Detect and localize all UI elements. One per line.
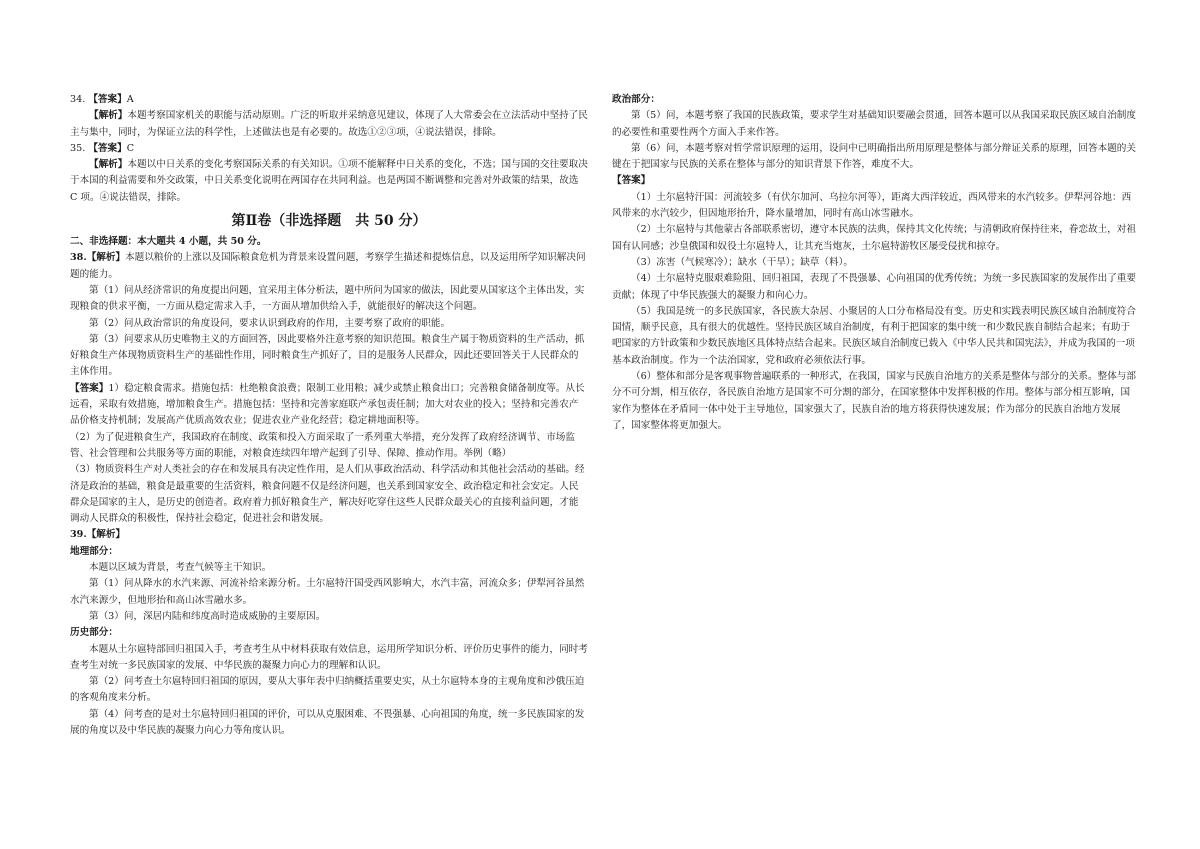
answer-value: A bbox=[126, 94, 134, 105]
answer-tag: 【答案】 bbox=[88, 142, 127, 154]
q34-explanation bbox=[70, 108, 588, 141]
history-heading: 历史部分： bbox=[70, 627, 118, 639]
geography-paragraph-1: 第（1）问从降水的水汽来源、河流补给来源分析。土尔扈特汗国受西风影响大，水汽丰富，河流众多；伊犁河谷虽然水汽来源少，但地形抬和高山冰雪融水多。 bbox=[70, 578, 585, 606]
history-paragraph-4: 第（4）问考查的是对土尔扈特回归祖国的评价，可以从克服困难、不畏强暴、心向祖国的角度，统一多民族国家的发展的角度以及中华民族的凝聚力向心力等角度认识。 bbox=[70, 708, 585, 736]
answer-value: C bbox=[126, 142, 135, 154]
part2-heading: 二、非选择题：本大题共 4 小题，共 50 分。 bbox=[70, 236, 267, 248]
answer-heading: 【答案】 bbox=[612, 175, 651, 187]
q38-answer-2: （2）为了促进粮食生产，我国政府在制度、政策和投入方面采取了一系列重大举措，充分发挥了政府经济调节、市场监管、社会管理和公共服务等方面的职能，对粮食连续四年增产起到了引导、保障、推动作用。举例（略） bbox=[70, 431, 575, 459]
q38-paragraph-1: 第（1）问从经济常识的角度提出问题，宜采用主体分析法，题中所问为国家的做法，因此要从国家这个主体出发，实现粮食的供求平衡，一方面从稳定需求入手，一方面从增加供给入手，就能很好的解决这个问题。 bbox=[70, 284, 585, 313]
politics-heading: 政治部分： bbox=[612, 94, 660, 105]
answer-text: 1）稳定粮食需求。措施包括：杜绝粮食浪费；限制工业用粮；减少或禁止粮食出口；完善粮食储备制度等。从长远看，采取有效措施，增加粮食生产。措施包括：坚持和完善家庭联产承包责任制；加大对农业的投入；坚持和完善农产品价格支持机制；发展高产优质高效农业；促进农业产业化经营；稳定耕地面积等。 bbox=[70, 382, 585, 427]
q38-paragraph-3: 第（3）问要求从历史唯物主义的方面回答，因此要格外注意考察的知识范围。粮食生产属于物质资料的生产活动，抓好粮食生产体现物质资料生产的基础性作用，同时粮食生产抓好了，目的是服务人民群众，因此还要回答关于人民群众的主体作用。 bbox=[70, 333, 585, 378]
question-number: 34. bbox=[70, 94, 86, 105]
question-number: 35. bbox=[70, 142, 86, 154]
geography-intro: 本题以区域为背景，考查气候等主干知识。 bbox=[89, 562, 272, 574]
q34-answer-line bbox=[70, 92, 588, 108]
geography-paragraph-3: 第（3）问，深居内陆和纬度高时造成威胁的主要原因。 bbox=[89, 610, 326, 622]
history-intro: 本题从土尔扈特部回归祖国入手，考查考生从中材料获取有效信息，运用所学知识分析、评价历史事件的能力，同时考查考生对统一多民族国家的发展、中华民族的凝聚力向心力的理解和认识。 bbox=[70, 643, 588, 671]
analysis-tag: 【解析】 bbox=[89, 110, 128, 122]
politics-paragraph-6: 第（6）问，本题考察对哲学常识原理的运用，设问中已明确指出所用原理是整体与部分辩证关系的原理，回答本题的关键在于把国家与民族的关系在整体与部分的知识背景下作答，难度不大。 bbox=[612, 142, 1136, 171]
right-column bbox=[612, 92, 1136, 434]
answer-2: （2）土尔扈特与其他蒙古各部联系密切，遵守本民族的法典，保持其文化传统；与清朝政府保持往来，眷恋故土，对祖国有认同感；沙皇俄国和奴役土尔扈特人，让其充当炮灰，土尔扈特游牧区屡受侵扰和掠夺。 bbox=[612, 224, 1136, 252]
section-title: 第Ⅱ卷（非选择题 共 50 分） bbox=[231, 213, 427, 230]
q35-answer-line bbox=[70, 141, 588, 157]
q35-explanation bbox=[70, 157, 588, 206]
answer-tag: 【答案】 bbox=[70, 382, 109, 394]
explanation-text: 本题考察国家机关的职能与活动原则。广泛的听取并采纳意见建议，体现了人大常委会在立法活动中坚持了民主与集中，同时，为保证立法的科学性，上述做法也是有必要的。故选①②③项，④说法错误，排除。 bbox=[70, 110, 588, 138]
q38-paragraph-2: 第（2）问从政治常识的角度设问，要求认识到政府的作用，主要考察了政府的职能。 bbox=[89, 317, 451, 329]
answer-5: （5）我国是统一的多民族国家，各民族大杂居、小聚居的人口分布格局没有变。历史和实践表明民族区域自治制度符合国情，顺乎民意，具有很大的优越性。坚持民族区域自治制度，有利于把国家的集中统一和少数民族自制结合起来；有助于吧国家的方针政策和少数民族地区具体特点结合起来。民族区域自治制度已载入《中华人民共和国宪法》，并成为我国的一项基本政治制度。作为一个法治国家，党和政府必须依法行事。 bbox=[612, 305, 1136, 366]
answer-3: （3）冻害（气候寒冷）；缺水（干旱）；缺草（料）。 bbox=[631, 256, 853, 268]
q39-tag: 39.【解析】 bbox=[70, 529, 126, 541]
answer-6: （6）整体和部分是客观事物普遍联系的一种形式，在我国，国家与民族自治地方的关系是整体与部分的关系。整体与部分不可分割，相互依存，各民族自治地方是国家不可分割的部分，在国家整体中发挥积极的作用。整体与部分相互影响，国家作为整体在矛盾同一体中处于主导地位，国家强大了，民族自治的地方将获得快速发展；作为部分的民族自治地方发展了，国家整体将更加强大。 bbox=[612, 371, 1136, 431]
answer-1: （1）土尔扈特汗国：河流较多（有伏尔加河、乌拉尔河等），距离大西洋较近，西风带来的水汽较多。伊犁河谷地：西风带来的水汽较少，但因地形抬升，降水量增加，同时有高山冰雪融水。 bbox=[612, 191, 1132, 220]
q38-tag: 38.【解析】 bbox=[70, 252, 126, 264]
analysis-tag: 【解析】 bbox=[89, 159, 128, 171]
politics-paragraph-5: 第（5）问，本题考察了我国的民族政策，要求学生对基础知识要融会贯通，回答本题可以从我国采取民族区域自治制度的必要性和重要性两个方面入手来作答。 bbox=[612, 110, 1136, 138]
history-paragraph-2: 第（2）问考查土尔扈特回归祖国的原因，要从大事年表中归纳概括重要史实，从土尔扈特本身的主观角度和沙俄压迫的客观角度来分析。 bbox=[70, 676, 585, 704]
left-column bbox=[70, 92, 588, 739]
q38-answer-1 bbox=[70, 381, 588, 430]
geography-heading: 地理部分： bbox=[70, 545, 118, 557]
explanation-text: 本题以中日关系的变化考察国际关系的有关知识。①项不能解释中日关系的变化，不选；国与国的交往要取决于本国的利益需要和外交政策，中日关系变化说明在两国存在共同利益。也是两国不断调整和完善对外政策的结果，故选 C 项。④说法错误，排除。 bbox=[70, 159, 588, 203]
q38-answer-3: （3）物质资料生产对人类社会的存在和发展具有决定性作用，是人们从事政治活动、科学活动和其他社会活动的基础。经济是政治的基础，粮食是最重要的生活资料，粮食问题不仅是经济问题，也关系到国家安全、政治稳定和社会安定。人民群众是国家的主人，是历史的创造者。政府着力抓好粮食生产，解决好吃穿住这些人民群众最关心的直接利益问题，才能调动人民群众的积极性，保持社会稳定，促进社会和谐发展。 bbox=[70, 464, 585, 525]
answer-4: （4）土尔扈特克服艰难险阻、回归祖国，表现了不畏强暴、心向祖国的优秀传统；为统一多民族国家的发展作出了重要贡献；体现了中华民族强大的凝聚力和向心力。 bbox=[612, 273, 1136, 301]
answer-tag: 【答案】 bbox=[88, 94, 127, 105]
q38-intro: 本题以粮价的上涨以及国际粮食危机为背景来设置问题，考察学生描述和提炼信息，以及运用所学知识解决问题的能力。 bbox=[70, 252, 586, 280]
q38-analysis bbox=[70, 250, 588, 283]
